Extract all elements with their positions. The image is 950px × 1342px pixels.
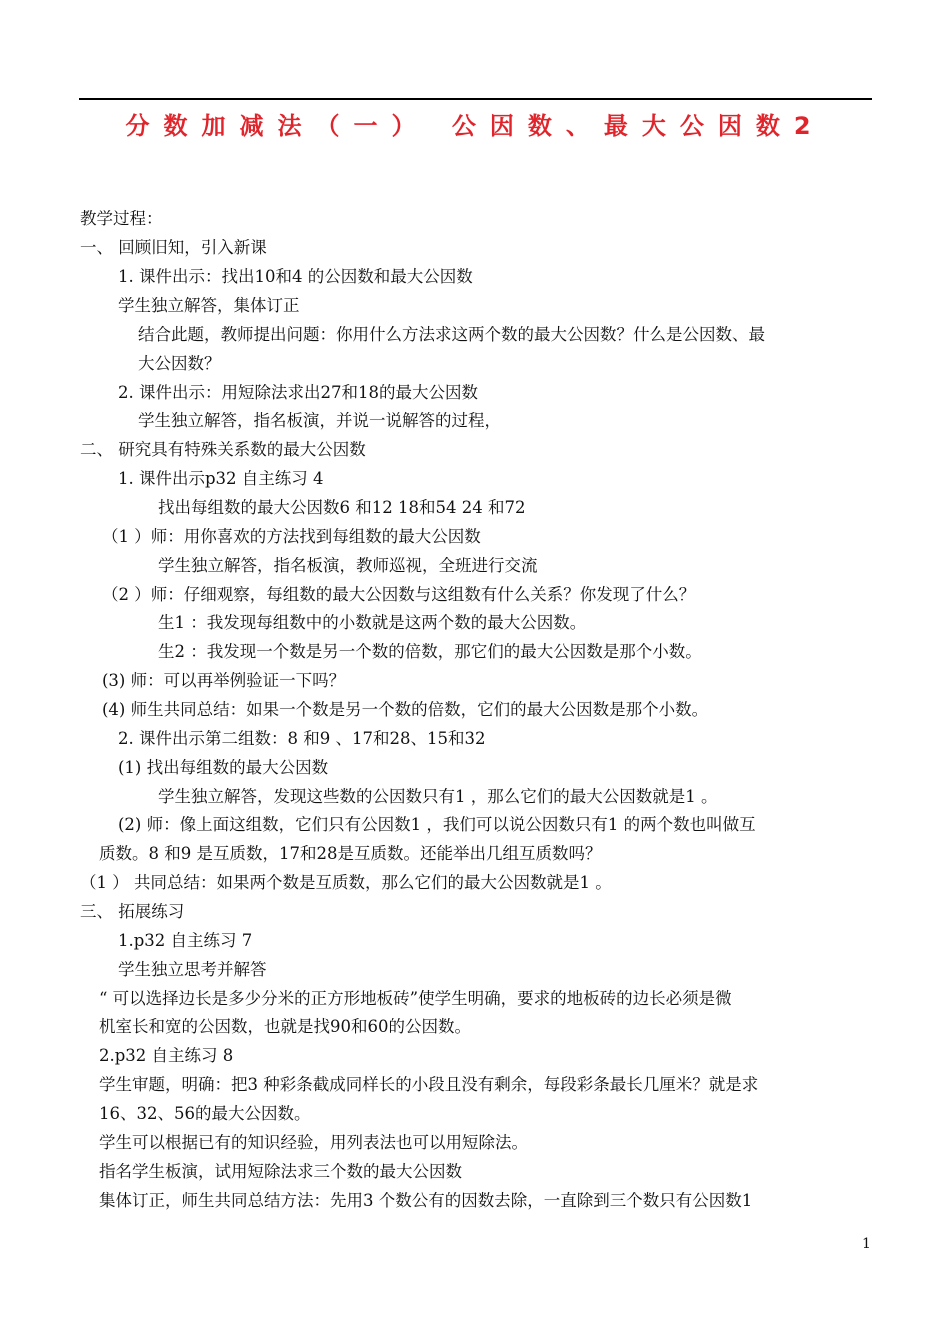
text-line: 16、32、56的最大公因数。 [99, 1104, 311, 1123]
text-line: 学生独立解答，指名板演，教师巡视，全班进行交流 [158, 556, 538, 575]
text-line: 找出每组数的最大公因数6 和12 18和54 24 和72 [158, 498, 526, 517]
text-line: “ 可以选择边长是多少分米的正方形地板砖”使学生明确，要求的地板砖的边长必须是微 [99, 989, 732, 1008]
text-line: 机室长和宽的公因数，也就是找90和60的公因数。 [99, 1017, 471, 1036]
text-line: 生2 ：我发现一个数是另一个数的倍数，那它们的最大公因数是那个小数。 [158, 642, 702, 661]
text-line: 质数。8 和9 是互质数，17和28是互质数。还能举出几组互质数吗？ [99, 844, 602, 863]
text-line: 学生独立解答，发现这些数的公因数只有1 ，那么它们的最大公因数就是1 。 [158, 787, 718, 806]
text-line: 2. 课件出示：用短除法求出27和18的最大公因数 [118, 383, 478, 402]
text-line: 学生独立思考并解答 [118, 960, 267, 979]
text-line: 学生独立解答，指名板演，并说一说解答的过程， [138, 411, 501, 430]
text-line: 生1 ：我发现每组数中的小数就是这两个数的最大公因数。 [158, 613, 587, 632]
page-number: 1 [862, 1236, 871, 1252]
text-line: (1) 找出每组数的最大公因数 [118, 758, 329, 777]
text-line: 学生独立解答，集体订正 [118, 296, 300, 315]
section-heading: 三、 拓展练习 [80, 902, 185, 921]
text-line: (2) 师：像上面这组数，它们只有公因数1 ，我们可以说公因数只有1 的两个数也叫做互 [118, 815, 756, 834]
text-line: (3) 师：可以再举例验证一下吗？ [102, 671, 346, 690]
text-line: （1 ）师：用你喜欢的方法找到每组数的最大公因数 [102, 527, 481, 546]
text-line: 2. 课件出示第二组数：8 和9 、17和28、15和32 [118, 729, 486, 748]
text-line: 指名学生板演，试用短除法求三个数的最大公因数 [99, 1162, 462, 1181]
text-line: 学生可以根据已有的知识经验，用列表法也可以用短除法。 [99, 1133, 528, 1152]
text-line: 教学过程： [80, 209, 163, 228]
text-line: 2.p32 自主练习 8 [99, 1046, 234, 1065]
text-line: (4) 师生共同总结：如果一个数是另一个数的倍数，它们的最大公因数是那个小数。 [102, 700, 709, 719]
header-rule [79, 98, 872, 100]
text-line: （2 ）师：仔细观察，每组数的最大公因数与这组数有什么关系？你发现了什么？ [102, 585, 696, 604]
text-line: 1. 课件出示p32 自主练习 4 [118, 469, 324, 488]
section-heading: 一、 回顾旧知，引入新课 [80, 238, 267, 257]
text-line: 学生审题，明确：把3 种彩条截成同样长的小段且没有剩余，每段彩条最长几厘米？就是求 [99, 1075, 759, 1094]
text-line: 集体订正，师生共同总结方法：先用3 个数公有的因数去除，一直除到三个数只有公因数1 [99, 1191, 753, 1210]
text-line: （1 ） 共同总结：如果两个数是互质数，那么它们的最大公因数就是1 。 [80, 873, 612, 892]
section-heading: 二、 研究具有特殊关系数的最大公因数 [80, 440, 366, 459]
text-line: 1. 课件出示：找出10和4 的公因数和最大公因数 [118, 267, 473, 286]
text-line: 结合此题，教师提出问题：你用什么方法求这两个数的最大公因数？什么是公因数、最 [138, 325, 765, 344]
page-title: 分数加减法（一） 公因数、最大公因数2 [125, 112, 825, 140]
text-line: 大公因数？ [138, 354, 221, 373]
text-line: 1.p32 自主练习 7 [118, 931, 253, 950]
